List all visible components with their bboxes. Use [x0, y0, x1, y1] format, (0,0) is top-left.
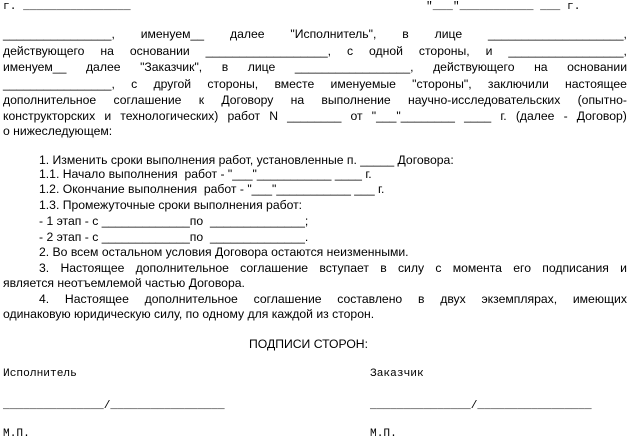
word: далее — [229, 27, 265, 41]
intro-last-line: о нижеследующем: — [3, 124, 113, 138]
word: дополнительное — [144, 292, 238, 306]
word: именуемые — [330, 77, 396, 91]
word: и — [485, 44, 493, 58]
intro-line — [3, 93, 627, 108]
word: к — [198, 93, 205, 107]
word: Настоящее — [60, 261, 125, 275]
word: его — [513, 261, 531, 275]
executor-stamp: М.П. — [3, 428, 30, 440]
customer-signature-line: _______________/_________________ — [370, 400, 592, 412]
word: и — [104, 109, 112, 123]
clause-4-line — [39, 292, 627, 307]
word: соглашение — [113, 93, 182, 107]
word: Настоящее — [64, 292, 129, 306]
word: с — [435, 261, 442, 275]
word: одной — [369, 44, 403, 58]
word: _________________, — [294, 60, 414, 74]
word: настоящее — [565, 77, 627, 91]
word: ____________________, — [488, 27, 627, 41]
word: ________________, — [3, 77, 115, 91]
clause-1-1: 1.1. Начало выполнения работ - "___"___________ ____ г. — [39, 167, 372, 181]
word: другой — [153, 77, 192, 91]
word: (опытно- — [577, 93, 627, 107]
clause-1-3: 1.3. Промежуточные сроки выполнения работ: — [39, 198, 303, 212]
word: на — [290, 93, 305, 107]
customer-stamp: М.П. — [370, 428, 397, 440]
word: технологических) — [120, 109, 219, 123]
stage-2: - 2 этап - с _____________по ______________. — [39, 230, 309, 244]
word: ________ — [287, 109, 342, 123]
word: в — [417, 292, 425, 306]
word: составлено — [337, 292, 403, 306]
word: "Исполнитель", — [290, 27, 377, 41]
word: на — [534, 60, 548, 74]
word: вместе — [274, 77, 315, 91]
intro-line — [3, 27, 627, 42]
word: N — [269, 109, 279, 123]
word: в — [380, 261, 387, 275]
word: действующего — [3, 44, 85, 58]
word: вступает — [319, 261, 369, 275]
executor-label: Исполнитель — [3, 368, 77, 380]
word: Договору — [221, 93, 274, 107]
clause-2: 2. Во всем остальном условия Договора остаются неизменными. — [39, 245, 409, 259]
clause-3-line — [39, 261, 627, 276]
word: ________________, — [3, 27, 115, 41]
word: дополнительное — [135, 261, 229, 275]
word: и — [620, 261, 627, 275]
word: именуем__ — [140, 27, 205, 41]
word: - — [563, 109, 568, 123]
word: Договор) — [576, 109, 627, 123]
word: _________________, — [508, 44, 627, 58]
city-line: г. ________________ — [3, 1, 131, 13]
word: стороны, — [207, 77, 259, 91]
stage-1: - 1 этап - с _____________по ______________; — [39, 214, 309, 228]
word: г. — [500, 109, 507, 123]
word: момента — [452, 261, 502, 275]
word: научно-исследовательских — [407, 93, 561, 107]
word: от — [350, 109, 363, 123]
word: соглашение — [240, 261, 309, 275]
word: именуем__ — [3, 60, 67, 74]
word: основании — [567, 60, 627, 74]
signatures-title: ПОДПИСИ СТОРОН: — [249, 337, 368, 351]
word: с — [346, 44, 354, 58]
executor-signature-line: _______________/_________________ — [3, 400, 225, 412]
intro-line — [3, 60, 627, 75]
clause-4-line-2: одинаковую юридическую силу, по одному для каждой из сторон. — [3, 307, 375, 321]
word: в — [221, 60, 229, 74]
word: конструкторских — [3, 109, 96, 123]
word: "___"________ — [371, 109, 455, 123]
word: основании — [129, 44, 190, 58]
word: 4. — [39, 292, 50, 306]
date-line: "___"___________ ___ г. — [426, 1, 581, 13]
clause-1-2: 1.2. Окончание выполнения работ - "___"___________ ___ г. — [39, 182, 385, 196]
intro-line — [3, 109, 627, 124]
word: лице — [434, 27, 463, 41]
word: подписания — [542, 261, 609, 275]
intro-line — [3, 44, 627, 59]
clause-3-line-2: является неотъемлемой частью Договора. — [3, 276, 245, 290]
word: соглашение — [253, 292, 322, 306]
word: стороны, — [418, 44, 470, 58]
word: с — [131, 77, 138, 91]
word: далее — [85, 60, 121, 74]
word: 3. — [39, 261, 50, 275]
word: имеющих — [572, 292, 627, 306]
word: на — [100, 44, 114, 58]
word: (далее — [515, 109, 555, 123]
word: ____ — [464, 109, 492, 123]
word: действующего — [433, 60, 515, 74]
word: экземплярах, — [481, 292, 558, 306]
word: работ — [227, 109, 261, 123]
word: выполнение — [321, 93, 391, 107]
word: "стороны", — [412, 77, 472, 91]
clause-1: 1. Изменить сроки выполнения работ, установленные п. _____ Договора: — [39, 153, 454, 167]
word: в — [402, 27, 409, 41]
word: заключили — [487, 77, 549, 91]
intro-line — [3, 77, 627, 92]
word: силу — [397, 261, 425, 275]
word: лице — [247, 60, 276, 74]
word: "Заказчик", — [140, 60, 203, 74]
word: дополнительное — [3, 93, 97, 107]
customer-label: Заказчик — [370, 368, 424, 380]
word: двух — [440, 292, 466, 306]
word: __________________, — [205, 44, 332, 58]
